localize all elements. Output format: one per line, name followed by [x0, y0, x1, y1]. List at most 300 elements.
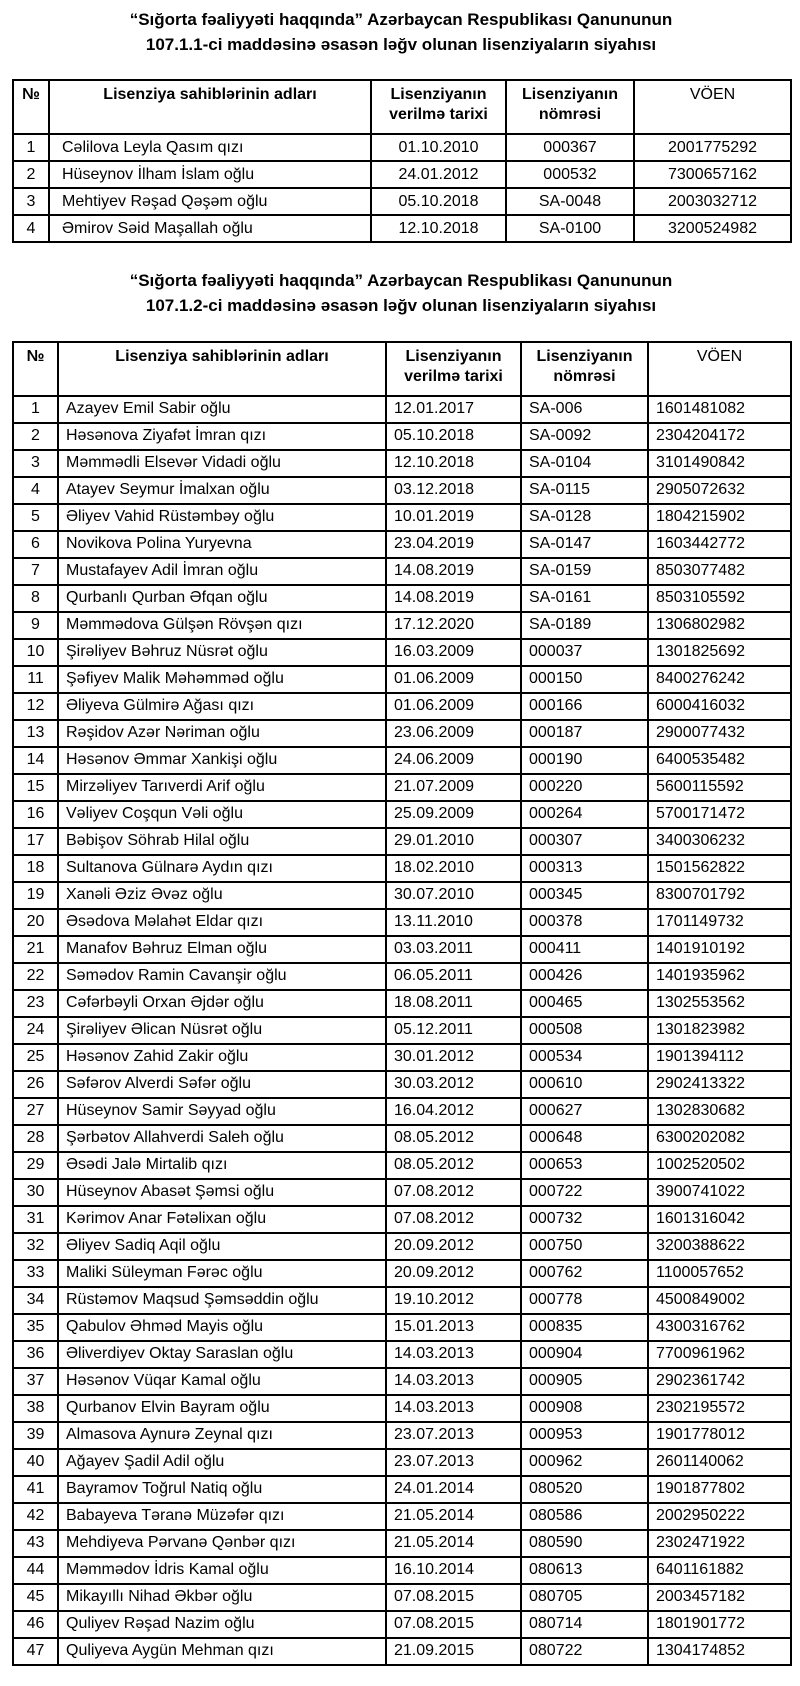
- voen: 7300657162: [634, 161, 791, 188]
- voen: 7700961962: [648, 1341, 791, 1368]
- issue-date: 08.05.2012: [386, 1125, 521, 1152]
- voen: 3400306232: [648, 828, 791, 855]
- license-holder-name: Mehdiyeva Pərvanə Qənbər qızı: [58, 1530, 386, 1557]
- license-number: 000953: [521, 1422, 648, 1449]
- issue-date: 23.07.2013: [386, 1449, 521, 1476]
- license-holder-name: Şirəliyev Bəhruz Nüsrət oğlu: [58, 639, 386, 666]
- license-holder-name: Əliyev Vahid Rüstəmbəy oğlu: [58, 504, 386, 531]
- voen: 6400535482: [648, 747, 791, 774]
- issue-date: 23.07.2013: [386, 1422, 521, 1449]
- license-holder-name: Mikayıllı Nihad Əkbər oğlu: [58, 1584, 386, 1611]
- header-issue-date: Lisenziyanın verilmə tarixi: [371, 80, 506, 134]
- voen: 1601316042: [648, 1206, 791, 1233]
- table-row: [13, 1044, 791, 1071]
- license-holder-name: Həsənov Vüqar Kamal oğlu: [58, 1368, 386, 1395]
- table-row: [13, 666, 791, 693]
- table-107-1-2: [12, 341, 792, 1666]
- license-number: 000190: [521, 747, 648, 774]
- license-number: 000345: [521, 882, 648, 909]
- issue-date: 05.10.2018: [371, 188, 506, 215]
- issue-date: 21.09.2015: [386, 1638, 521, 1665]
- row-number: 12: [13, 693, 58, 720]
- row-number: 22: [13, 963, 58, 990]
- license-holder-name: Hüseynov Samir Səyyad oğlu: [58, 1098, 386, 1125]
- row-number: 33: [13, 1260, 58, 1287]
- voen: 2905072632: [648, 477, 791, 504]
- voen: 5700171472: [648, 801, 791, 828]
- voen: 1501562822: [648, 855, 791, 882]
- table-row: [13, 1530, 791, 1557]
- table-row: [13, 450, 791, 477]
- row-number: 9: [13, 612, 58, 639]
- license-number: 000411: [521, 936, 648, 963]
- header-license-holder-name: Lisenziya sahiblərinin adları: [58, 342, 386, 396]
- table-row: [13, 909, 791, 936]
- issue-date: 15.01.2013: [386, 1314, 521, 1341]
- issue-date: 18.08.2011: [386, 990, 521, 1017]
- voen: 2900077432: [648, 720, 791, 747]
- voen: 6300202082: [648, 1125, 791, 1152]
- table-row: [13, 963, 791, 990]
- row-number: 46: [13, 1611, 58, 1638]
- issue-date: 19.10.2012: [386, 1287, 521, 1314]
- row-number: 2: [13, 423, 58, 450]
- title-line-1: “Sığorta fəaliyyəti haqqında” Azərbaycan Respublikası Qanununun: [129, 10, 673, 29]
- license-number: 000367: [506, 134, 634, 161]
- license-number: 080590: [521, 1530, 648, 1557]
- issue-date: 12.10.2018: [386, 450, 521, 477]
- license-holder-name: Almasova Aynurə Zeynal qızı: [58, 1422, 386, 1449]
- issue-date: 01.06.2009: [386, 693, 521, 720]
- license-holder-name: Mehtiyev Rəşad Qəşəm oğlu: [49, 188, 371, 215]
- license-number: SA-0115: [521, 477, 648, 504]
- license-number: 000426: [521, 963, 648, 990]
- issue-date: 07.08.2015: [386, 1584, 521, 1611]
- license-holder-name: Səfərov Alverdi Səfər oğlu: [58, 1071, 386, 1098]
- license-number: 000627: [521, 1098, 648, 1125]
- table-row: [13, 396, 791, 423]
- table-row: [13, 1449, 791, 1476]
- license-number: 000653: [521, 1152, 648, 1179]
- voen: 1601481082: [648, 396, 791, 423]
- row-number: 42: [13, 1503, 58, 1530]
- row-number: 34: [13, 1287, 58, 1314]
- license-number: 000835: [521, 1314, 648, 1341]
- license-holder-name: Məmmədov İdris Kamal oğlu: [58, 1557, 386, 1584]
- row-number: 25: [13, 1044, 58, 1071]
- row-number: 16: [13, 801, 58, 828]
- license-number: 000508: [521, 1017, 648, 1044]
- table-row: [13, 477, 791, 504]
- license-number: 000166: [521, 693, 648, 720]
- voen: 1301823982: [648, 1017, 791, 1044]
- voen: 5600115592: [648, 774, 791, 801]
- license-holder-name: Həsənov Əmmar Xankişi oğlu: [58, 747, 386, 774]
- voen: 1306802982: [648, 612, 791, 639]
- license-holder-name: Ağayev Şadil Adil oğlu: [58, 1449, 386, 1476]
- voen: 8300701792: [648, 882, 791, 909]
- issue-date: 03.03.2011: [386, 936, 521, 963]
- table-row: [13, 882, 791, 909]
- header-issue-date: Lisenziyanın verilmə tarixi: [386, 342, 521, 396]
- row-number: 3: [13, 188, 49, 215]
- license-number: 000307: [521, 828, 648, 855]
- issue-date: 21.05.2014: [386, 1530, 521, 1557]
- license-holder-name: Həsənova Ziyafət İmran qızı: [58, 423, 386, 450]
- voen: 1701149732: [648, 909, 791, 936]
- header-voen: VÖEN: [634, 80, 791, 134]
- table-row: [13, 1098, 791, 1125]
- voen: 1100057652: [648, 1260, 791, 1287]
- table-row: [13, 1341, 791, 1368]
- table-row: [13, 612, 791, 639]
- license-number: 080722: [521, 1638, 648, 1665]
- issue-date: 29.01.2010: [386, 828, 521, 855]
- table-row: [13, 1260, 791, 1287]
- license-holder-name: Məmmədli Elsevər Vidadi oğlu: [58, 450, 386, 477]
- license-holder-name: Vəliyev Coşqun Vəli oğlu: [58, 801, 386, 828]
- issue-date: 08.05.2012: [386, 1152, 521, 1179]
- row-number: 21: [13, 936, 58, 963]
- issue-date: 24.06.2009: [386, 747, 521, 774]
- license-number: 000905: [521, 1368, 648, 1395]
- issue-date: 20.09.2012: [386, 1233, 521, 1260]
- table-row: [13, 1557, 791, 1584]
- row-number: 1: [13, 134, 49, 161]
- license-number: 000904: [521, 1341, 648, 1368]
- table-row: [13, 1314, 791, 1341]
- voen: 1603442772: [648, 531, 791, 558]
- license-number: 000908: [521, 1395, 648, 1422]
- license-holder-name: Əsədi Jalə Mirtalib qızı: [58, 1152, 386, 1179]
- license-holder-name: Bayramov Toğrul Natiq oğlu: [58, 1476, 386, 1503]
- row-number: 44: [13, 1557, 58, 1584]
- table-row: [13, 1584, 791, 1611]
- voen: 8503105592: [648, 585, 791, 612]
- license-holder-name: Əmirov Səid Maşallah oğlu: [49, 215, 371, 242]
- license-number: SA-0104: [521, 450, 648, 477]
- voen: 1304174852: [648, 1638, 791, 1665]
- license-holder-name: Əliyev Sadiq Aqil oğlu: [58, 1233, 386, 1260]
- row-number: 43: [13, 1530, 58, 1557]
- license-holder-name: Şəfiyev Malik Məhəmməd oğlu: [58, 666, 386, 693]
- issue-date: 14.08.2019: [386, 558, 521, 585]
- table-row: [13, 423, 791, 450]
- license-holder-name: Hüseynov Abasət Şəmsi oğlu: [58, 1179, 386, 1206]
- voen: 2003457182: [648, 1584, 791, 1611]
- voen: 3200388622: [648, 1233, 791, 1260]
- table-row: [13, 828, 791, 855]
- license-holder-name: Əliyeva Gülmirə Ağası qızı: [58, 693, 386, 720]
- row-number: 17: [13, 828, 58, 855]
- table-row: [13, 215, 791, 242]
- license-number: SA-0159: [521, 558, 648, 585]
- issue-date: 30.03.2012: [386, 1071, 521, 1098]
- issue-date: 23.06.2009: [386, 720, 521, 747]
- table-row: [13, 134, 791, 161]
- table-row: [13, 990, 791, 1017]
- issue-date: 16.03.2009: [386, 639, 521, 666]
- row-number: 14: [13, 747, 58, 774]
- table-row: [13, 1638, 791, 1665]
- license-holder-name: Şirəliyev Əlican Nüsrət oğlu: [58, 1017, 386, 1044]
- voen: 1302553562: [648, 990, 791, 1017]
- license-number: 000762: [521, 1260, 648, 1287]
- issue-date: 01.10.2010: [371, 134, 506, 161]
- issue-date: 12.01.2017: [386, 396, 521, 423]
- license-number: 000187: [521, 720, 648, 747]
- issue-date: 14.08.2019: [386, 585, 521, 612]
- voen: 2302195572: [648, 1395, 791, 1422]
- issue-date: 10.01.2019: [386, 504, 521, 531]
- table-row: [13, 855, 791, 882]
- table-row: [13, 639, 791, 666]
- table-row: [13, 1233, 791, 1260]
- row-number: 32: [13, 1233, 58, 1260]
- table-row: [13, 504, 791, 531]
- license-holder-name: Sultanova Gülnarə Aydın qızı: [58, 855, 386, 882]
- row-number: 11: [13, 666, 58, 693]
- row-number: 13: [13, 720, 58, 747]
- issue-date: 14.03.2013: [386, 1368, 521, 1395]
- row-number: 40: [13, 1449, 58, 1476]
- license-holder-name: Babayeva Təranə Müzəfər qızı: [58, 1503, 386, 1530]
- license-number: 080586: [521, 1503, 648, 1530]
- license-holder-name: Rəşidov Azər Nəriman oğlu: [58, 720, 386, 747]
- row-number: 8: [13, 585, 58, 612]
- issue-date: 05.10.2018: [386, 423, 521, 450]
- table-row: [13, 693, 791, 720]
- issue-date: 18.02.2010: [386, 855, 521, 882]
- license-number: 000264: [521, 801, 648, 828]
- row-number: 1: [13, 396, 58, 423]
- license-number: 000150: [521, 666, 648, 693]
- header-license-number: Lisenziyanın nömrəsi: [506, 80, 634, 134]
- voen: 1002520502: [648, 1152, 791, 1179]
- row-number: 35: [13, 1314, 58, 1341]
- table-row: [13, 720, 791, 747]
- voen: 2001775292: [634, 134, 791, 161]
- row-number: 39: [13, 1422, 58, 1449]
- issue-date: 14.03.2013: [386, 1341, 521, 1368]
- issue-date: 24.01.2014: [386, 1476, 521, 1503]
- row-number: 23: [13, 990, 58, 1017]
- table-row: [13, 558, 791, 585]
- row-number: 24: [13, 1017, 58, 1044]
- row-number: 27: [13, 1098, 58, 1125]
- issue-date: 30.07.2010: [386, 882, 521, 909]
- issue-date: 06.05.2011: [386, 963, 521, 990]
- license-holder-name: Kərimov Anar Fətəlixan oğlu: [58, 1206, 386, 1233]
- table-row: [13, 531, 791, 558]
- table-row: [13, 936, 791, 963]
- header-license-holder-name: Lisenziya sahiblərinin adları: [49, 80, 371, 134]
- table-row: [13, 747, 791, 774]
- issue-date: 01.06.2009: [386, 666, 521, 693]
- license-number: 080705: [521, 1584, 648, 1611]
- license-holder-name: Məmmədova Gülşən Rövşən qızı: [58, 612, 386, 639]
- table-row: [13, 161, 791, 188]
- issue-date: 07.08.2015: [386, 1611, 521, 1638]
- row-number: 6: [13, 531, 58, 558]
- voen: 8503077482: [648, 558, 791, 585]
- issue-date: 12.10.2018: [371, 215, 506, 242]
- issue-date: 13.11.2010: [386, 909, 521, 936]
- license-number: SA-0189: [521, 612, 648, 639]
- row-number: 20: [13, 909, 58, 936]
- license-holder-name: Rüstəmov Maqsud Şəmsəddin oğlu: [58, 1287, 386, 1314]
- voen: 2902361742: [648, 1368, 791, 1395]
- license-holder-name: Cəfərbəyli Orxan Əjdər oğlu: [58, 990, 386, 1017]
- header-row-number: №: [13, 80, 49, 134]
- license-number: 000532: [506, 161, 634, 188]
- license-holder-name: Əsədova Məlahət Eldar qızı: [58, 909, 386, 936]
- table-row: [13, 1422, 791, 1449]
- row-number: 2: [13, 161, 49, 188]
- voen: 1401910192: [648, 936, 791, 963]
- table-row: [13, 1206, 791, 1233]
- table-row: [13, 1179, 791, 1206]
- license-holder-name: Qabulov Əhməd Mayis oğlu: [58, 1314, 386, 1341]
- issue-date: 16.10.2014: [386, 1557, 521, 1584]
- voen: 1801901772: [648, 1611, 791, 1638]
- row-number: 30: [13, 1179, 58, 1206]
- table-row: [13, 1503, 791, 1530]
- table-107-1-1: [12, 79, 792, 243]
- table-row: [13, 1017, 791, 1044]
- row-number: 45: [13, 1584, 58, 1611]
- voen: 3200524982: [634, 215, 791, 242]
- voen: 6401161882: [648, 1557, 791, 1584]
- row-number: 28: [13, 1125, 58, 1152]
- section-title-107-1-1: [12, 8, 790, 57]
- license-holder-name: Səmədov Ramin Cavanşir oğlu: [58, 963, 386, 990]
- voen: 6000416032: [648, 693, 791, 720]
- license-holder-name: Mirzəliyev Tarıverdi Arif oğlu: [58, 774, 386, 801]
- row-number: 29: [13, 1152, 58, 1179]
- table-row: [13, 188, 791, 215]
- voen: 2601140062: [648, 1449, 791, 1476]
- row-number: 7: [13, 558, 58, 585]
- row-number: 26: [13, 1071, 58, 1098]
- row-number: 36: [13, 1341, 58, 1368]
- row-number: 31: [13, 1206, 58, 1233]
- table-header-row: [13, 342, 791, 396]
- voen: 1804215902: [648, 504, 791, 531]
- license-number: 080613: [521, 1557, 648, 1584]
- license-holder-name: Həsənov Zahid Zakir oğlu: [58, 1044, 386, 1071]
- row-number: 19: [13, 882, 58, 909]
- license-holder-name: Azayev Emil Sabir oğlu: [58, 396, 386, 423]
- row-number: 38: [13, 1395, 58, 1422]
- voen: 2003032712: [634, 188, 791, 215]
- voen: 2002950222: [648, 1503, 791, 1530]
- voen: 3900741022: [648, 1179, 791, 1206]
- issue-date: 21.07.2009: [386, 774, 521, 801]
- license-number: 000313: [521, 855, 648, 882]
- issue-date: 25.09.2009: [386, 801, 521, 828]
- voen: 1301825692: [648, 639, 791, 666]
- issue-date: 07.08.2012: [386, 1179, 521, 1206]
- issue-date: 21.05.2014: [386, 1503, 521, 1530]
- title-line-2: 107.1.2-ci maddəsinə əsasən ləğv olunan lisenziyaların siyahısı: [145, 295, 657, 315]
- license-holder-name: Şərbətov Allahverdi Saleh oğlu: [58, 1125, 386, 1152]
- table-row: [13, 801, 791, 828]
- license-holder-name: Quliyeva Aygün Mehman qızı: [58, 1638, 386, 1665]
- license-number: 000610: [521, 1071, 648, 1098]
- row-number: 5: [13, 504, 58, 531]
- license-number: SA-0128: [521, 504, 648, 531]
- license-holder-name: Xanəli Əziz Əvəz oğlu: [58, 882, 386, 909]
- license-holder-name: Cəlilova Leyla Qasım qızı: [49, 134, 371, 161]
- table-row: [13, 1287, 791, 1314]
- issue-date: 17.12.2020: [386, 612, 521, 639]
- row-number: 4: [13, 477, 58, 504]
- license-holder-name: Əliverdiyev Oktay Saraslan oğlu: [58, 1341, 386, 1368]
- row-number: 4: [13, 215, 49, 242]
- voen: 2304204172: [648, 423, 791, 450]
- issue-date: 23.04.2019: [386, 531, 521, 558]
- voen: 1401935962: [648, 963, 791, 990]
- voen: 1901877802: [648, 1476, 791, 1503]
- table-row: [13, 1125, 791, 1152]
- license-number: 000962: [521, 1449, 648, 1476]
- table-row: [13, 1152, 791, 1179]
- row-number: 41: [13, 1476, 58, 1503]
- voen: 1302830682: [648, 1098, 791, 1125]
- table-header-row: [13, 80, 791, 134]
- voen: 4500849002: [648, 1287, 791, 1314]
- license-holder-name: Hüseynov İlham İslam oğlu: [49, 161, 371, 188]
- license-holder-name: Qurbanlı Qurban Əfqan oğlu: [58, 585, 386, 612]
- issue-date: 20.09.2012: [386, 1260, 521, 1287]
- table-row: [13, 1611, 791, 1638]
- table-row: [13, 774, 791, 801]
- license-holder-name: Qurbanov Elvin Bayram oğlu: [58, 1395, 386, 1422]
- title-line-1: “Sığorta fəaliyyəti haqqında” Azərbaycan Respublikası Qanununun: [129, 271, 673, 291]
- license-number: SA-0048: [506, 188, 634, 215]
- table-row: [13, 1071, 791, 1098]
- voen: 8400276242: [648, 666, 791, 693]
- license-holder-name: Quliyev Rəşad Nazim oğlu: [58, 1611, 386, 1638]
- voen: 1901778012: [648, 1422, 791, 1449]
- license-number: 000778: [521, 1287, 648, 1314]
- voen: 4300316762: [648, 1314, 791, 1341]
- table-row: [13, 1395, 791, 1422]
- license-number: SA-006: [521, 396, 648, 423]
- license-number: SA-0092: [521, 423, 648, 450]
- license-number: 000648: [521, 1125, 648, 1152]
- license-number: 000220: [521, 774, 648, 801]
- row-number: 3: [13, 450, 58, 477]
- license-holder-name: Atayev Seymur İmalxan oğlu: [58, 477, 386, 504]
- license-number: 000534: [521, 1044, 648, 1071]
- issue-date: 07.08.2012: [386, 1206, 521, 1233]
- section-title-107-1-2: [12, 269, 790, 318]
- license-holder-name: Maliki Süleyman Fərəc oğlu: [58, 1260, 386, 1287]
- license-number: 080714: [521, 1611, 648, 1638]
- voen: 2902413322: [648, 1071, 791, 1098]
- row-number: 47: [13, 1638, 58, 1665]
- issue-date: 03.12.2018: [386, 477, 521, 504]
- row-number: 18: [13, 855, 58, 882]
- table-row: [13, 1476, 791, 1503]
- table-row: [13, 1368, 791, 1395]
- issue-date: 30.01.2012: [386, 1044, 521, 1071]
- voen: 3101490842: [648, 450, 791, 477]
- license-number: 000465: [521, 990, 648, 1017]
- license-number: 000378: [521, 909, 648, 936]
